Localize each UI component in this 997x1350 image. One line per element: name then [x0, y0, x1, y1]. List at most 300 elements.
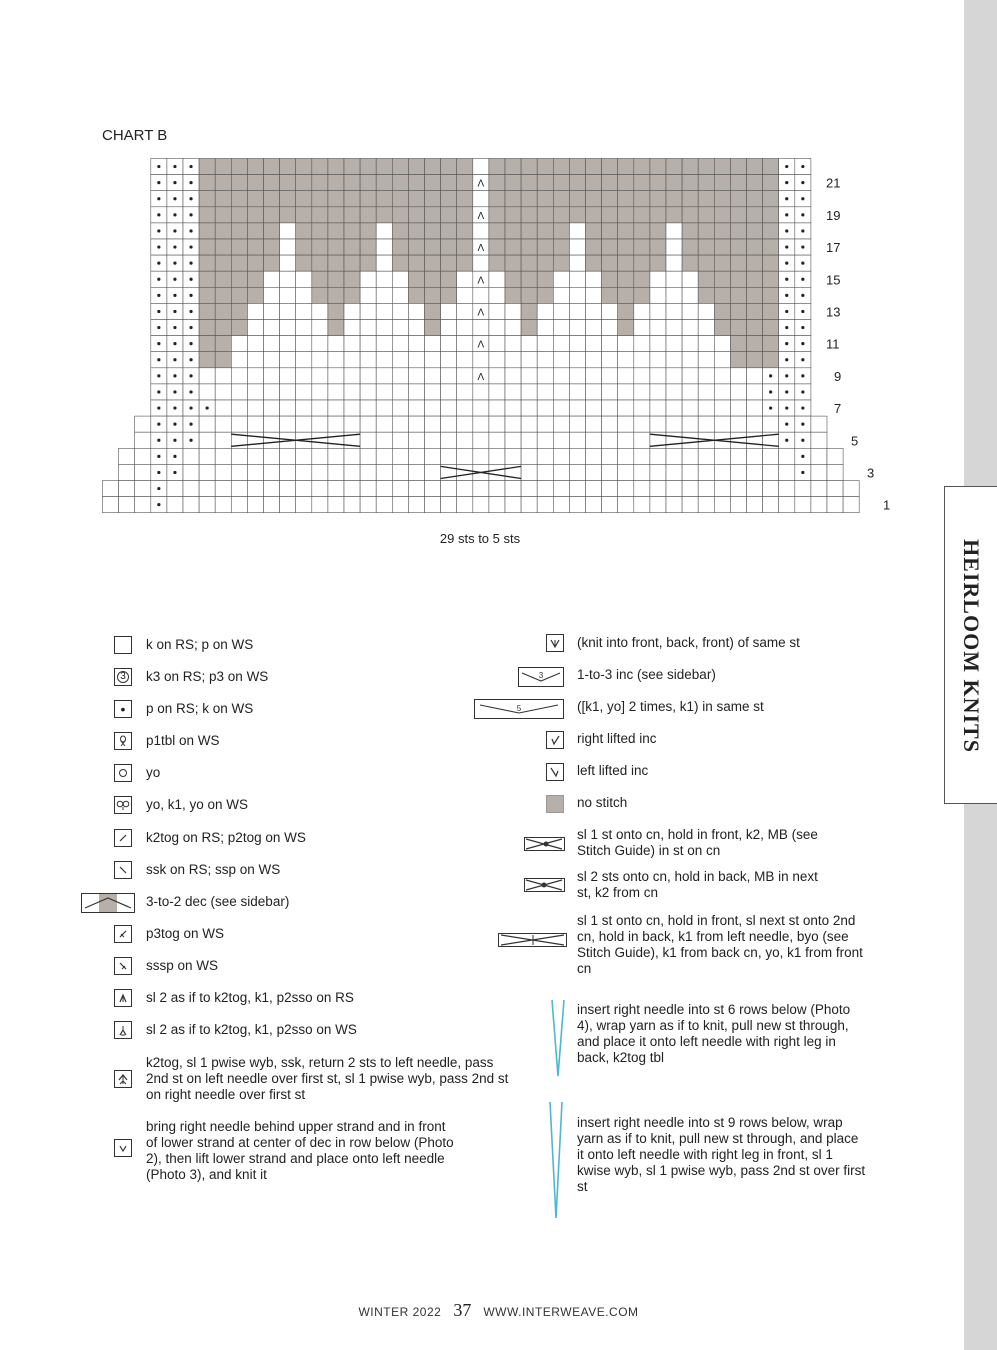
chart-cell	[489, 448, 505, 464]
chart-cell-no-stitch	[215, 223, 231, 239]
chart-cell-no-stitch	[569, 191, 585, 207]
chart-cell	[811, 448, 827, 464]
chart-purl-dot	[173, 262, 176, 265]
chart-cell	[650, 271, 666, 287]
chart-cell	[747, 464, 763, 480]
chart-cell	[247, 336, 263, 352]
chart-cell	[344, 368, 360, 384]
chart-cell	[666, 464, 682, 480]
chart-cell	[521, 432, 537, 448]
chart-cell-no-stitch	[537, 287, 553, 303]
chart-cell-no-stitch	[231, 175, 247, 191]
chart-cell-no-stitch	[537, 223, 553, 239]
chart-cell-no-stitch	[408, 223, 424, 239]
legend-text-one-to-five: ([k1, yo] 2 times, k1) in same st	[577, 699, 764, 714]
chart-cell-no-stitch	[618, 191, 634, 207]
chart-cell	[473, 352, 489, 368]
chart-cell	[264, 448, 280, 464]
chart-cell	[199, 464, 215, 480]
chart-cell	[183, 448, 199, 464]
chart-cell-no-stitch	[215, 159, 231, 175]
chart-purl-dot	[801, 374, 804, 377]
chart-cell-no-stitch	[489, 175, 505, 191]
inc5-label: 5	[516, 704, 522, 713]
chart-cell-no-stitch	[698, 287, 714, 303]
no-stitch-icon	[546, 795, 564, 813]
chart-cell-no-stitch	[747, 207, 763, 223]
chart-cell	[360, 416, 376, 432]
footer-site[interactable]: WWW.INTERWEAVE.COM	[483, 1305, 639, 1319]
chart-cell-no-stitch	[199, 159, 215, 175]
chart-cell-no-stitch	[763, 159, 779, 175]
chart-cell	[264, 271, 280, 287]
chart-cell	[360, 432, 376, 448]
chart-purl-dot	[801, 245, 804, 248]
yo-k1-yo-icon	[114, 796, 132, 814]
chart-cell-no-stitch	[344, 287, 360, 303]
chart-cell	[360, 497, 376, 513]
chart-cell-no-stitch	[634, 239, 650, 255]
chart-cell	[344, 448, 360, 464]
chart-cell-no-stitch	[666, 159, 682, 175]
chart-cell	[586, 287, 602, 303]
chart-purl-dot	[157, 455, 160, 458]
chart-row-number: 7	[834, 401, 842, 417]
chart-cell	[441, 384, 457, 400]
chart-cell	[231, 481, 247, 497]
chart-cell	[602, 368, 618, 384]
chart-cell	[682, 464, 698, 480]
chart-cell	[489, 384, 505, 400]
chart-cell-no-stitch	[425, 303, 441, 319]
chart-cell	[264, 336, 280, 352]
chart-purl-dot	[157, 181, 160, 184]
chart-cell	[811, 432, 827, 448]
chart-cell-no-stitch	[215, 320, 231, 336]
chart-cell-no-stitch	[489, 255, 505, 271]
chart-cell	[264, 464, 280, 480]
chart-cell-no-stitch	[553, 255, 569, 271]
chart-cell	[666, 271, 682, 287]
chart-cell	[280, 497, 296, 513]
chart-cell	[441, 352, 457, 368]
chart-cell	[682, 400, 698, 416]
chart-cell-no-stitch	[747, 320, 763, 336]
chart-cell	[199, 432, 215, 448]
chart-cell-no-stitch	[199, 207, 215, 223]
chart-cell	[569, 481, 585, 497]
chart-purl-dot	[157, 439, 160, 442]
chart-cell	[457, 416, 473, 432]
chart-purl-dot	[157, 487, 160, 490]
chart-cell-no-stitch	[264, 223, 280, 239]
chart-cell	[376, 368, 392, 384]
chart-cell-no-stitch	[618, 303, 634, 319]
chart-cell-no-stitch	[505, 191, 521, 207]
chart-cell-no-stitch	[521, 175, 537, 191]
chart-cell	[730, 481, 746, 497]
chart-purl-dot	[801, 165, 804, 168]
chart-cell-no-stitch	[457, 207, 473, 223]
chart-cell	[473, 497, 489, 513]
chart-cell	[747, 432, 763, 448]
chart-cell-no-stitch	[392, 159, 408, 175]
chart-cell	[569, 303, 585, 319]
chart-cell	[360, 481, 376, 497]
chart-cell	[489, 303, 505, 319]
chart-cell	[344, 320, 360, 336]
chart-cell	[553, 432, 569, 448]
chart-cell-no-stitch	[328, 303, 344, 319]
chart-cell-no-stitch	[505, 159, 521, 175]
chart-cell-no-stitch	[730, 320, 746, 336]
chart-cell	[408, 303, 424, 319]
three-to-two-dec-icon	[81, 893, 135, 918]
chart-cell	[602, 320, 618, 336]
chart-cell	[328, 352, 344, 368]
chart-cell-no-stitch	[247, 271, 263, 287]
chart-cell	[408, 368, 424, 384]
chart-cell	[199, 448, 215, 464]
chart-cell	[602, 448, 618, 464]
chart-cell	[296, 303, 312, 319]
chart-cell	[441, 448, 457, 464]
legend-text-three-to-two: 3-to-2 dec (see sidebar)	[146, 894, 290, 909]
chart-cell	[264, 384, 280, 400]
chart-cell	[247, 384, 263, 400]
chart-cell-no-stitch	[763, 207, 779, 223]
chart-purl-dot	[801, 197, 804, 200]
chart-cell	[763, 481, 779, 497]
chart-cell	[489, 400, 505, 416]
lift-strand-icon	[114, 1139, 132, 1157]
chart-cell	[264, 497, 280, 513]
chart-cell-no-stitch	[682, 255, 698, 271]
chart-cell	[408, 320, 424, 336]
chart-cell-no-stitch	[730, 287, 746, 303]
chart-cell	[827, 481, 843, 497]
chart-cell	[392, 352, 408, 368]
chart-cell	[586, 464, 602, 480]
chart-cell-no-stitch	[698, 175, 714, 191]
chart-cell-no-stitch	[328, 159, 344, 175]
chart-cell	[553, 384, 569, 400]
chart-purl-dot	[173, 213, 176, 216]
chart-cell	[634, 497, 650, 513]
chart-cell-no-stitch	[553, 159, 569, 175]
chart-cell-no-stitch	[215, 352, 231, 368]
chart-cell	[537, 352, 553, 368]
legend-text-k2tog: k2tog on RS; p2tog on WS	[146, 830, 306, 845]
chart-cell	[441, 336, 457, 352]
chart-purl-dot	[785, 423, 788, 426]
chart-cell-no-stitch	[441, 191, 457, 207]
legend-text-complex-dec: k2tog, sl 1 pwise wyb, ssk, return 2 sts to left needle, pass 2nd st on left needle over first st, sl 1 pwise wyb, pass 2nd st on right needle over first st	[146, 1055, 509, 1102]
chart-cell	[408, 416, 424, 432]
chart-cdd-symbol: Λ	[477, 275, 485, 287]
chart-cell-no-stitch	[618, 175, 634, 191]
chart-cell	[489, 481, 505, 497]
chart-cell-no-stitch	[698, 255, 714, 271]
chart-cell	[264, 432, 280, 448]
chart-cell-no-stitch	[264, 239, 280, 255]
chart-cell-no-stitch	[489, 159, 505, 175]
chart-cell	[264, 352, 280, 368]
chart-cell	[473, 255, 489, 271]
chart-cell	[425, 481, 441, 497]
chart-cell	[521, 448, 537, 464]
chart-cell	[811, 416, 827, 432]
chart-cell	[650, 287, 666, 303]
chart-cell-no-stitch	[569, 159, 585, 175]
chart-purl-dot	[801, 471, 804, 474]
chart-cell-no-stitch	[666, 207, 682, 223]
chart-cell-no-stitch	[199, 175, 215, 191]
chart-cell-no-stitch	[441, 207, 457, 223]
chart-cell-no-stitch	[618, 239, 634, 255]
chart-cell	[392, 384, 408, 400]
chart-cell	[714, 384, 730, 400]
chart-cell-no-stitch	[312, 271, 328, 287]
chart-cell	[489, 497, 505, 513]
chart-cell	[666, 384, 682, 400]
chart-cell	[376, 384, 392, 400]
one-to-five-inc-icon	[474, 699, 564, 724]
left-lifted-inc-icon	[546, 763, 564, 781]
chart-cell-no-stitch	[586, 207, 602, 223]
chart-cell-no-stitch	[360, 191, 376, 207]
chart-cell	[634, 336, 650, 352]
chart-cell	[618, 336, 634, 352]
chart-cell	[457, 368, 473, 384]
chart-cell-no-stitch	[714, 303, 730, 319]
chart-cell-no-stitch	[425, 207, 441, 223]
chart-cell	[505, 368, 521, 384]
chart-cell	[135, 448, 151, 464]
chart-purl-dot	[801, 310, 804, 313]
chart-purl-dot	[801, 423, 804, 426]
chart-cell	[312, 352, 328, 368]
chart-cell	[618, 400, 634, 416]
chart-cell-no-stitch	[312, 207, 328, 223]
chart-cell	[376, 400, 392, 416]
chart-cell	[586, 303, 602, 319]
chart-caption: 29 sts to 5 sts	[439, 531, 521, 546]
cable-front-mb-icon	[524, 834, 566, 859]
chart-row-number: 15	[826, 272, 841, 288]
chart-row-number: 5	[851, 433, 859, 449]
chart-cell-no-stitch	[730, 223, 746, 239]
chart-purl-dot	[769, 374, 772, 377]
chart-purl-dot	[157, 326, 160, 329]
chart-cell	[360, 448, 376, 464]
chart-cell-no-stitch	[231, 191, 247, 207]
chart-cell-no-stitch	[199, 303, 215, 319]
cable-byo-icon	[498, 930, 568, 955]
chart-cell	[586, 271, 602, 287]
chart-cell	[650, 303, 666, 319]
chart-cell-no-stitch	[714, 320, 730, 336]
chart-cell	[666, 223, 682, 239]
chart-purl-dot	[189, 439, 192, 442]
chart-cell	[779, 464, 795, 480]
chart-cdd-symbol: Λ	[477, 243, 485, 255]
chart-cell	[425, 448, 441, 464]
chart-cell	[328, 416, 344, 432]
chart-cell	[602, 336, 618, 352]
k2tog-icon	[114, 829, 132, 847]
chart-cell	[537, 384, 553, 400]
chart-cell-no-stitch	[521, 159, 537, 175]
cdd-ws-icon	[114, 1021, 132, 1039]
chart-cell	[392, 400, 408, 416]
chart-cell	[296, 481, 312, 497]
chart-cell	[763, 497, 779, 513]
chart-cell	[344, 384, 360, 400]
chart-cell	[747, 448, 763, 464]
chart-cell	[795, 481, 811, 497]
chart-cell-no-stitch	[425, 223, 441, 239]
chart-cell-no-stitch	[231, 271, 247, 287]
chart-cell-no-stitch	[312, 239, 328, 255]
chart-cell	[553, 368, 569, 384]
chart-cell-no-stitch	[714, 287, 730, 303]
chart-cell	[280, 303, 296, 319]
chart-cell-no-stitch	[215, 255, 231, 271]
chart-cell	[569, 368, 585, 384]
chart-purl-dot	[157, 471, 160, 474]
chart-cell-no-stitch	[537, 175, 553, 191]
chart-cell-no-stitch	[247, 175, 263, 191]
chart-cell	[280, 239, 296, 255]
chart-cell	[215, 384, 231, 400]
chart-cell	[296, 271, 312, 287]
chart-purl-dot	[173, 278, 176, 281]
chart-cell	[247, 497, 263, 513]
chart-cell-no-stitch	[441, 239, 457, 255]
chart-cell	[328, 464, 344, 480]
chart-purl-dot	[801, 294, 804, 297]
yo-icon	[114, 764, 132, 782]
chart-cell-no-stitch	[521, 320, 537, 336]
chart-cell	[618, 481, 634, 497]
chart-cell	[537, 448, 553, 464]
chart-cell-no-stitch	[537, 239, 553, 255]
chart-purl-dot	[801, 262, 804, 265]
chart-cell	[312, 416, 328, 432]
chart-cell-no-stitch	[344, 159, 360, 175]
chart-cell	[473, 223, 489, 239]
chart-cell	[231, 368, 247, 384]
chart-cell	[553, 464, 569, 480]
kfbf-icon	[546, 634, 564, 652]
chart-cell	[376, 432, 392, 448]
chart-cell-no-stitch	[763, 239, 779, 255]
chart-cell	[408, 497, 424, 513]
chart-purl-dot	[157, 390, 160, 393]
chart-cell-no-stitch	[457, 239, 473, 255]
chart-cell-no-stitch	[650, 255, 666, 271]
chart-cell-no-stitch	[344, 255, 360, 271]
chart-cell	[360, 352, 376, 368]
chart-cell	[569, 223, 585, 239]
chart-cell	[215, 400, 231, 416]
chart-cell-no-stitch	[586, 175, 602, 191]
chart-cell	[747, 368, 763, 384]
chart-cell	[312, 497, 328, 513]
chart-cell-no-stitch	[634, 255, 650, 271]
legend-text-k3: k3 on RS; p3 on WS	[146, 669, 269, 684]
chart-cell-no-stitch	[296, 239, 312, 255]
chart-cell-no-stitch	[344, 239, 360, 255]
chart-cell-no-stitch	[408, 207, 424, 223]
chart-cell-no-stitch	[328, 207, 344, 223]
chart-cell	[682, 303, 698, 319]
chart-cell-no-stitch	[231, 239, 247, 255]
chart-cell-no-stitch	[586, 191, 602, 207]
chart-cell	[280, 416, 296, 432]
chart-cell-no-stitch	[618, 255, 634, 271]
chart-cell	[666, 336, 682, 352]
chart-cell-no-stitch	[505, 287, 521, 303]
chart-cell-no-stitch	[553, 175, 569, 191]
chart-cell	[489, 336, 505, 352]
chart-cell-no-stitch	[763, 336, 779, 352]
chart-cell	[714, 416, 730, 432]
chart-row-number: 9	[834, 368, 842, 384]
chart-cell	[247, 352, 263, 368]
chart-cell-no-stitch	[763, 352, 779, 368]
chart-cell	[650, 368, 666, 384]
chart-cell-no-stitch	[392, 175, 408, 191]
chart-cell	[376, 416, 392, 432]
chart-cell	[779, 448, 795, 464]
chart-cell	[247, 448, 263, 464]
chart-cell	[537, 497, 553, 513]
chart-cell	[730, 368, 746, 384]
chart-cell-no-stitch	[247, 255, 263, 271]
chart-purl-dot	[157, 503, 160, 506]
chart-purl-dot	[801, 181, 804, 184]
chart-cell	[473, 287, 489, 303]
chart-cell	[457, 432, 473, 448]
chart-cell-no-stitch	[521, 223, 537, 239]
chart-cell	[586, 336, 602, 352]
chart-cell	[666, 352, 682, 368]
chart-cell-no-stitch	[763, 255, 779, 271]
chart-cell-no-stitch	[264, 191, 280, 207]
chart-purl-dot	[157, 213, 160, 216]
chart-cell	[537, 400, 553, 416]
chart-purl-dot	[801, 278, 804, 281]
chart-cell-no-stitch	[328, 287, 344, 303]
chart-cell	[215, 432, 231, 448]
chart-cell-no-stitch	[408, 239, 424, 255]
chart-cell	[650, 481, 666, 497]
chart-cell-no-stitch	[312, 223, 328, 239]
chart-cell	[457, 320, 473, 336]
chart-cell	[569, 287, 585, 303]
chart-cell	[264, 400, 280, 416]
chart-cell	[441, 416, 457, 432]
chart-cell	[183, 497, 199, 513]
chart-cell	[215, 481, 231, 497]
chart-cell	[650, 497, 666, 513]
chart-cell	[730, 464, 746, 480]
chart-cell	[360, 336, 376, 352]
chart-cell-no-stitch	[747, 239, 763, 255]
chart-cell	[698, 352, 714, 368]
